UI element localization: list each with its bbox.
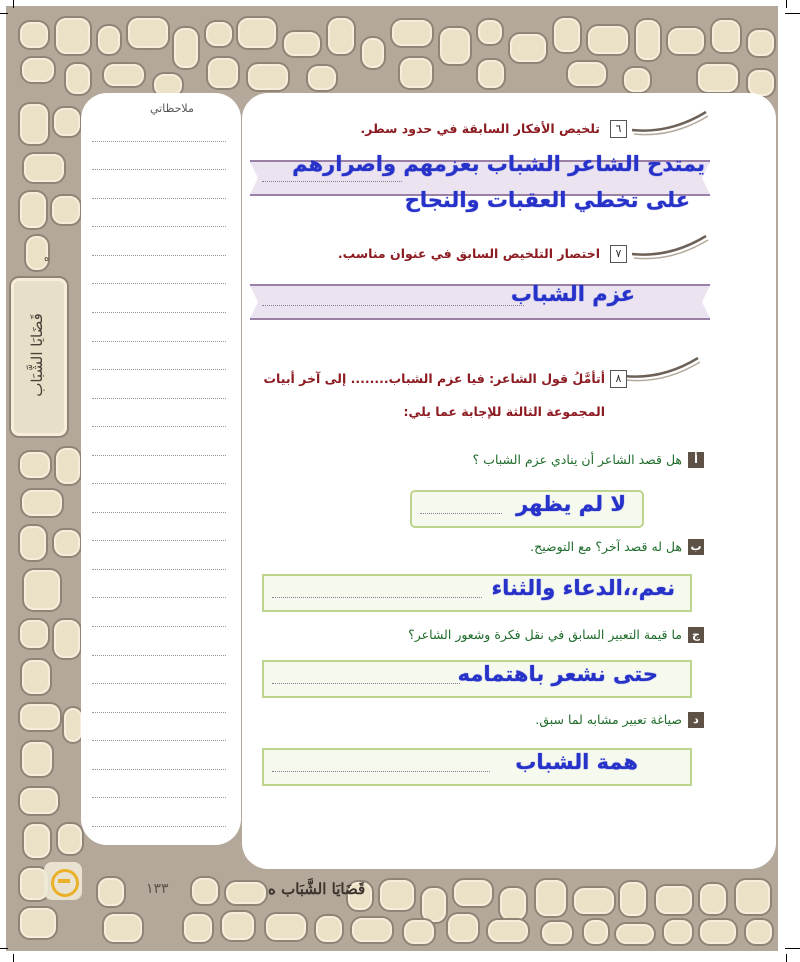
stone-decoration: [22, 568, 62, 612]
answer-dotted-line: [262, 181, 402, 182]
stone-decoration: [22, 822, 52, 860]
stone-decoration: [18, 190, 48, 230]
stone-decoration: [172, 26, 200, 70]
stone-decoration: [586, 24, 630, 56]
crop-mark: [13, 0, 14, 8]
stone-decoration: [614, 922, 656, 946]
note-line[interactable]: [92, 712, 226, 713]
crop-mark: [785, 948, 800, 949]
handwritten-answer[interactable]: لا لم يظهر: [516, 492, 626, 516]
question-letter: ج: [688, 627, 704, 643]
answer-dotted-line: [272, 683, 460, 684]
question-text: هل له قصد آخر؟ مع التوضيح.: [530, 539, 682, 554]
stone-decoration: [350, 916, 394, 944]
notes-title: ملاحظاتي: [150, 102, 194, 115]
stone-decoration: [508, 32, 548, 64]
note-line[interactable]: [92, 797, 226, 798]
stone-decoration: [696, 62, 740, 94]
question-text: صياغة تعبير مشابه لما سبق.: [535, 712, 682, 727]
stone-decoration: [746, 28, 776, 58]
stone-decoration: [52, 528, 82, 558]
note-line[interactable]: [92, 198, 226, 199]
swoosh-decoration-icon: [630, 232, 710, 262]
note-line[interactable]: [92, 255, 226, 256]
note-line[interactable]: [92, 512, 226, 513]
question-letter: د: [688, 712, 704, 728]
note-line[interactable]: [92, 455, 226, 456]
answer-dotted-line: [420, 513, 502, 514]
section-instruction: المجموعة الثالثة للإجابة عما يلي:: [403, 404, 605, 419]
stone-decoration: [264, 912, 308, 942]
stone-decoration: [662, 918, 694, 946]
stone-decoration: [734, 878, 772, 916]
stone-decoration: [446, 912, 480, 944]
stone-decoration: [56, 822, 84, 856]
stone-decoration: [220, 910, 256, 942]
note-line[interactable]: [92, 626, 226, 627]
stone-decoration: [18, 102, 50, 146]
stone-decoration: [206, 56, 240, 90]
stone-decoration: [306, 64, 338, 92]
stone-decoration: [634, 18, 662, 62]
stone-decoration: [18, 524, 48, 562]
unit-tab-number: ه: [44, 253, 50, 264]
stone-decoration: [20, 56, 56, 84]
stone-decoration: [402, 918, 436, 946]
stone-decoration: [52, 618, 82, 660]
answer-dotted-line: [272, 771, 490, 772]
note-line[interactable]: [92, 169, 226, 170]
stone-decoration: [246, 62, 290, 92]
stone-decoration: [378, 878, 416, 912]
stone-decoration: [96, 876, 126, 908]
note-line[interactable]: [92, 312, 226, 313]
question-text: هل قصد الشاعر أن ينادي عزم الشباب ؟: [472, 452, 682, 467]
stone-decoration: [22, 152, 66, 184]
note-line[interactable]: [92, 426, 226, 427]
note-line[interactable]: [92, 398, 226, 399]
note-line[interactable]: [92, 283, 226, 284]
question-text: ما قيمة التعبير السابق في نقل فكرة وشعور الشاعر؟: [408, 627, 682, 642]
stone-decoration: [476, 58, 506, 90]
stone-decoration: [18, 450, 52, 480]
stone-decoration: [18, 702, 62, 732]
stone-decoration: [666, 26, 706, 56]
stone-decoration: [552, 16, 582, 54]
stone-decoration: [326, 16, 356, 56]
stone-decoration: [204, 20, 234, 48]
stone-decoration: [698, 882, 728, 916]
stone-decoration: [282, 30, 322, 58]
stone-decoration: [438, 26, 472, 66]
unit-tab-label: قَضَايَا الشَّبَاب: [28, 313, 46, 397]
stone-decoration: [20, 658, 52, 696]
note-line[interactable]: [92, 141, 226, 142]
stone-decoration: [224, 880, 268, 906]
note-line[interactable]: [92, 569, 226, 570]
stone-decoration: [744, 918, 774, 946]
stone-decoration: [534, 878, 568, 918]
note-line[interactable]: [92, 540, 226, 541]
note-line[interactable]: [92, 826, 226, 827]
stone-decoration: [582, 918, 610, 946]
answer-bar: [250, 284, 710, 320]
stone-decoration: [64, 62, 92, 96]
stone-decoration: [52, 106, 82, 138]
section-instruction: أتأمَّلُ قول الشاعر: فيا عزم الشباب........ إلى آخر أبيات: [263, 371, 605, 386]
section-number: ٨: [610, 370, 627, 388]
stone-decoration: [20, 740, 54, 778]
stone-decoration: [486, 918, 530, 944]
note-line[interactable]: [92, 683, 226, 684]
crop-mark: [0, 13, 8, 14]
crop-mark: [13, 954, 14, 962]
stone-decoration: [566, 60, 608, 88]
handwritten-answer[interactable]: يمتدح الشاعر الشباب بعزمهم واصرارهم: [292, 152, 705, 176]
crop-mark: [786, 0, 787, 8]
stone-decoration: [618, 880, 648, 918]
crop-mark: [785, 13, 800, 14]
answer-dotted-line: [272, 597, 482, 598]
stone-decoration: [54, 446, 82, 486]
question-letter: أ: [688, 452, 704, 468]
section-number: ٧: [610, 245, 627, 263]
stone-decoration: [54, 16, 92, 56]
stone-decoration: [18, 20, 50, 50]
note-line[interactable]: [92, 369, 226, 370]
stone-decoration: [476, 18, 504, 46]
note-line[interactable]: [92, 226, 226, 227]
stone-decoration: [18, 906, 58, 940]
stone-decoration: [20, 488, 64, 518]
handwritten-answer[interactable]: حتى نشعر باهتمامه: [457, 662, 658, 686]
stone-decoration: [96, 24, 122, 56]
stone-decoration: [182, 912, 214, 944]
section-number: ٦: [610, 120, 627, 138]
note-line[interactable]: [92, 655, 226, 656]
stone-decoration: [126, 16, 170, 50]
swoosh-decoration-icon: [630, 108, 710, 138]
stone-decoration: [452, 878, 494, 908]
stone-decoration: [572, 886, 616, 916]
note-line[interactable]: [92, 597, 226, 598]
stone-decoration: [498, 886, 528, 922]
stone-decoration: [190, 876, 220, 906]
stone-decoration: [622, 66, 652, 94]
note-line[interactable]: [92, 341, 226, 342]
stone-decoration: [540, 920, 574, 946]
notes-panel: [81, 93, 241, 845]
stone-decoration: [710, 18, 742, 54]
stone-decoration: [654, 884, 694, 916]
handwritten-answer[interactable]: همة الشباب: [515, 750, 638, 774]
stone-decoration: [398, 56, 434, 90]
question-letter: ب: [688, 539, 704, 555]
stone-decoration: [18, 618, 50, 650]
page-number: ١٣٣: [146, 881, 169, 897]
stone-decoration: [390, 18, 434, 48]
note-line[interactable]: [92, 483, 226, 484]
answer-dotted-line: [262, 305, 524, 306]
stone-decoration: [236, 16, 278, 50]
stone-decoration: [18, 786, 60, 816]
stone-decoration: [698, 918, 738, 946]
footer-unit-title: قَضَايَا الشَّبَاب ه: [268, 880, 366, 898]
section-instruction: اختصار التلخيص السابق في عنوان مناسب.: [337, 246, 600, 261]
note-line[interactable]: [92, 769, 226, 770]
handwritten-answer[interactable]: على تخطي العقبات والنجاح: [404, 188, 690, 212]
crop-mark: [0, 948, 8, 949]
swoosh-decoration-icon: [622, 354, 702, 384]
handwritten-answer[interactable]: نعم،،الدعاء والثناء: [491, 576, 675, 600]
stone-decoration: [314, 914, 344, 944]
crop-mark: [786, 954, 787, 962]
handwritten-answer[interactable]: عزم الشباب: [510, 282, 635, 306]
stone-decoration: [102, 62, 146, 88]
stone-decoration: [360, 36, 386, 70]
section-instruction: تلخيص الأفكار السابقة في حدود سطر.: [360, 121, 600, 136]
stone-decoration: [50, 194, 82, 226]
logo-icon: [44, 862, 82, 900]
note-line[interactable]: [92, 740, 226, 741]
stone-decoration: [102, 912, 144, 944]
